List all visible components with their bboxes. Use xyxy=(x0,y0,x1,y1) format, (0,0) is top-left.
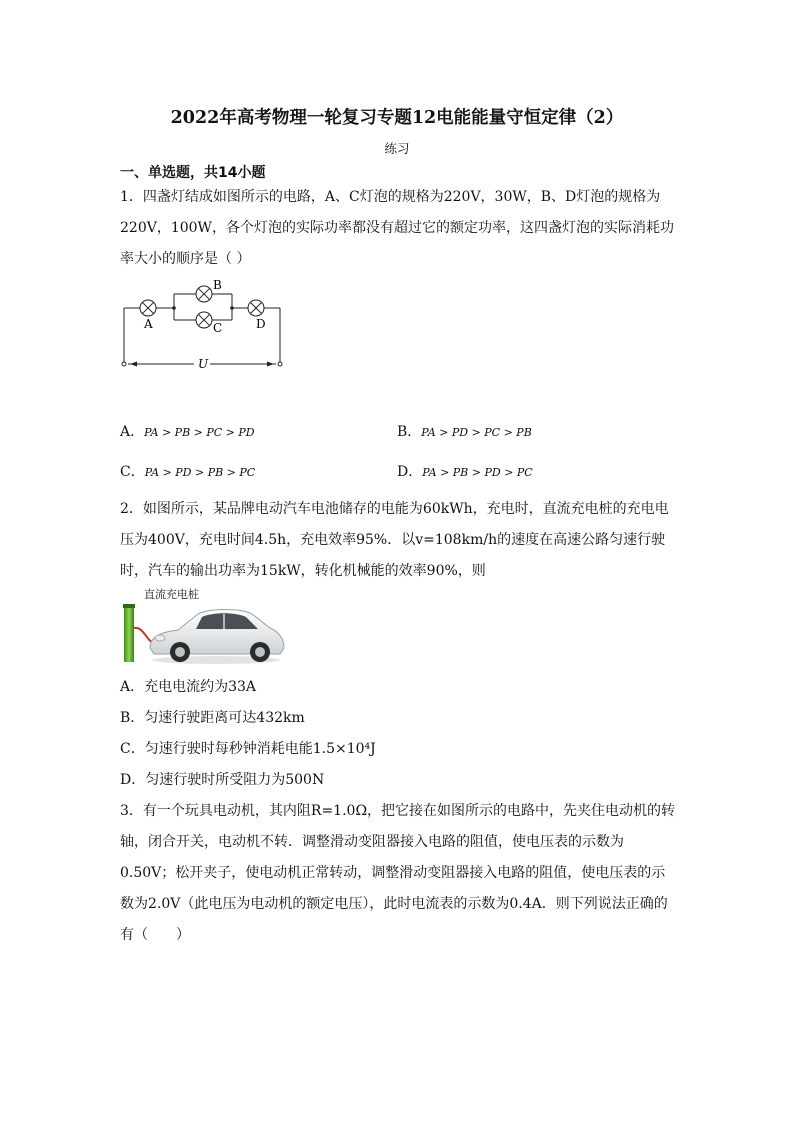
q2-option-b: B．匀速行驶距离可达432km xyxy=(120,710,305,726)
label-u: U xyxy=(198,357,209,371)
page-title: 2022年高考物理一轮复习专题12电能能量守恒定律（2） xyxy=(170,108,624,128)
q3-line-4: 数为2.0V（此电压为电动机的额定电压），此时电流表的示数为0.4A．则下列说法正确的 xyxy=(120,896,668,912)
q2-option-d: D．匀速行驶时所受阻力为500N xyxy=(120,772,325,788)
electric-car-icon xyxy=(120,598,290,664)
lamp-c-icon xyxy=(196,312,212,328)
label-c: C xyxy=(213,321,223,335)
q3-line-5: 有（ ） xyxy=(120,927,190,943)
q1-line-1: 1．四盏灯结成如图所示的电路，A、C灯泡的规格为220V，30W，B、D灯泡的规格为 xyxy=(120,189,661,205)
q2-option-c: C．匀速行驶时每秒钟消耗电能1.5×10⁴J xyxy=(120,741,376,757)
q1-option-c: C．PA > PD > PB > PC xyxy=(120,464,256,480)
q3-line-1: 3．有一个玩具电动机，其内阻R=1.0Ω，把它接在如图所示的电路中，先夹住电动机的转 xyxy=(120,803,676,819)
q1-option-b: B．PA > PD > PC > PB xyxy=(397,424,532,440)
charging-car-figure xyxy=(120,586,290,664)
lamp-b-icon xyxy=(196,286,212,302)
label-d: D xyxy=(256,317,266,331)
q1-line-2: 220V，100W，各个灯泡的实际功率都没有超过它的额定功率，这四盏灯泡的实际消耗功 xyxy=(120,220,674,236)
q2-option-a: A．充电电流约为33A xyxy=(120,679,257,695)
q1-option-a: A．PA > PB > PC > PD xyxy=(120,424,255,440)
page-subtitle: 练习 xyxy=(384,141,410,156)
q2-line-3: 时，汽车的输出功率为15kW，转化机械能的效率90%，则 xyxy=(120,563,486,579)
q3-line-2: 轴，闭合开关，电动机不转．调整滑动变阻器接入电路的阻值，使电压表的示数为 xyxy=(120,834,624,850)
q1-option-d: D．PA > PB > PD > PC xyxy=(397,464,533,480)
lamp-d-icon xyxy=(248,300,264,316)
q1-circuit-diagram xyxy=(118,276,288,372)
label-a: A xyxy=(144,317,153,331)
charger-caption: 直流充电桩 xyxy=(144,588,199,601)
section-heading: 一、单选题，共14小题 xyxy=(120,165,266,181)
q2-line-2: 压为400V，充电时间4.5h，充电效率95%．以v=108km/h的速度在高速公路匀速行驶 xyxy=(120,532,666,548)
q3-line-3: 0.50V；松开夹子，使电动机正常转动，调整滑动变阻器接入电路的阻值，使电压表的示 xyxy=(120,865,666,881)
lamp-a-icon xyxy=(140,300,156,316)
q2-line-1: 2．如图所示，某品牌电动汽车电池储存的电能为60kWh，充电时，直流充电桩的充电电 xyxy=(120,501,669,517)
q1-line-3: 率大小的顺序是（ ） xyxy=(120,251,251,267)
label-b: B xyxy=(213,278,222,292)
